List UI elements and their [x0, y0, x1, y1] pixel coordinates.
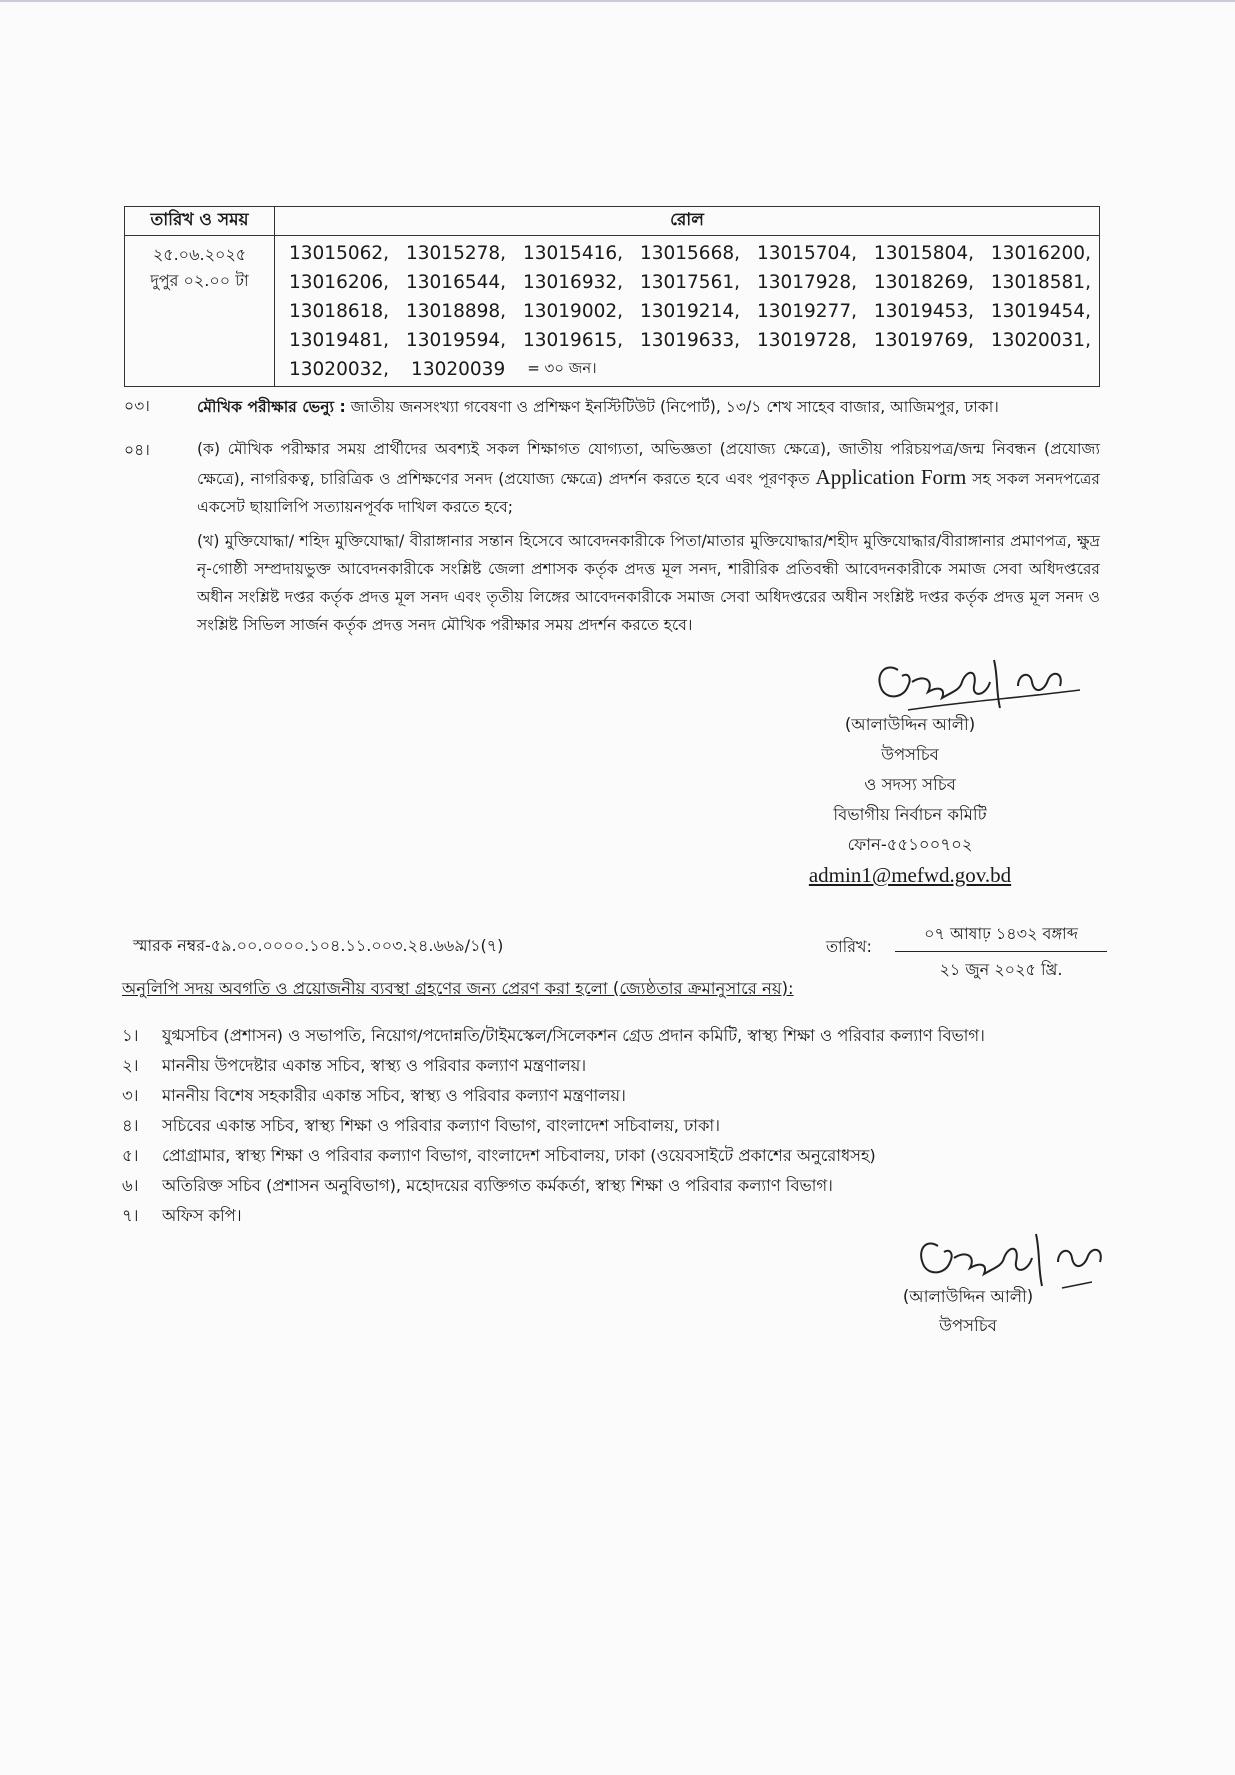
- roll-total: = ৩০ জন।: [527, 359, 597, 377]
- cc-item-number: ৫।: [122, 1146, 139, 1165]
- cc-item-number: ৪।: [122, 1116, 139, 1135]
- instruction-ka: [197, 435, 1100, 521]
- venue-label: মৌখিক পরীক্ষার ভেন্যু :: [197, 398, 346, 416]
- cc-item-text: অফিস কপি।: [162, 1206, 242, 1225]
- roll-number: 13020031,: [990, 330, 1091, 351]
- roll-table: [124, 206, 1100, 387]
- roll-number: 13018618,: [289, 301, 390, 322]
- memo-date-english: ২১ জুন ২০২৫ খ্রি.: [939, 960, 1063, 979]
- application-form-term: Application Form: [815, 465, 967, 489]
- roll-number: 13019615,: [522, 330, 624, 351]
- roll-number: 13015704,: [756, 243, 857, 264]
- roll-number: 13016544,: [405, 272, 507, 293]
- signatory-name: (আলাউদ্দিন আলী): [844, 715, 976, 734]
- roll-number: 13019728,: [756, 330, 857, 351]
- cc-item-text: অতিরিক্ত সচিব (প্রশাসন অনুবিভাগ), মহোদয়ের ব্যক্তিগত কর্মকর্তা, স্বাস্থ্য শিক্ষা ও পরিবার কল্যাণ বিভাগ।: [162, 1176, 833, 1195]
- roll-row: [289, 268, 1097, 297]
- roll-row: [289, 326, 1097, 355]
- cc-item-text: মাননীয় বিশেষ সহকারীর একান্ত সচিব, স্বাস্থ্য ও পরিবার কল্যাণ মন্ত্রণালয়।: [162, 1086, 626, 1105]
- roll-number: 13017561,: [639, 272, 740, 293]
- instruction-ka-text: (ক) মৌখিক পরীক্ষার সময় প্রার্থীদের অবশ্যই সকল শিক্ষাগত যোগ্যতা, অভিজ্ঞতা (প্রযোজ্য ক্ষেত্রে), জাতীয় পরিচয়পত্র/জন্ম নিবন্ধন (প্রযোজ্য ক্ষেত্রে), নাগরিকত্ব, চারিত্রিক ও প্রশিক্ষণের সনদ (প্রযোজ্য ক্ষেত্রে) প্রদর্শন করতে হবে এবং পূরণকৃত: [197, 440, 1100, 488]
- signatory-title: উপসচিব: [939, 1316, 997, 1335]
- roll-number: 13019633,: [639, 330, 740, 351]
- memo-date-label: তারিখ:: [826, 937, 872, 956]
- roll-number: 13019277,: [756, 301, 857, 322]
- cc-item-number: ৭।: [122, 1206, 139, 1225]
- cc-item-text: যুগ্মসচিব (প্রশাসন) ও সভাপতি, নিয়োগ/পদোন্নতি/টাইমস্কেল/সিলেকশন গ্রেড প্রদান কমিটি, স্বাস্থ্য শিক্ষা ও পরিবার কল্যাণ বিভাগ।: [162, 1026, 985, 1045]
- signatory-title: উপসচিব: [881, 745, 939, 764]
- instruction-kha: (খ) মুক্তিযোদ্ধা/ শহিদ মুক্তিযোদ্ধা/ বীরাঙ্গানার সন্তান হিসেবে আবেদনকারীকে পিতা/মাতার মুক্তিযোদ্ধার/শহীদ মুক্তিযোদ্ধার/বীরাঙ্গানার প্রমাণপত্র, ক্ষুদ্র নৃ-গোষ্ঠী সম্প্রদায়ভুক্ত আবেদনকারীকে সংশ্লিষ্ট জেলা প্রশাসক কর্তৃক প্রদত্ত মূল সনদ, শারীরিক প্রতিবন্ধী আবেদনকারীকে সমাজ সেবা অধিদপ্তরের অধীন সংশ্লিষ্ট দপ্তর কর্তৃক প্রদত্ত মূল সনদ এবং তৃতীয় লিঙ্গের আবেদনকারীকে সমাজ সেবা অধিদপ্তরের অধীন সংশ্লিষ্ট দপ্তর কর্তৃক প্রদত্ত মূল সনদ ও সংশ্লিষ্ট সিভিল সার্জন কর্তৃক প্রদত্ত সনদ মৌখিক পরীক্ষার সময় প্রদর্শন করতে হবে।: [197, 532, 1100, 634]
- signatory-block: [790, 710, 1030, 890]
- cc-item: [122, 1053, 1102, 1078]
- roll-number: 13015668,: [639, 243, 740, 264]
- cc-item: [122, 1113, 1102, 1138]
- roll-number: 13015062,: [289, 243, 390, 264]
- cc-item-text: সচিবের একান্ত সচিব, স্বাস্থ্য শিক্ষা ও পরিবার কল্যাণ বিভাগ, বাংলাদেশ সচিবালয়, ঢাকা।: [162, 1116, 720, 1135]
- roll-number: 13019453,: [873, 301, 974, 322]
- roll-number: 13019769,: [873, 330, 974, 351]
- roll-cell: [275, 236, 1100, 387]
- venue-text: জাতীয় জনসংখ্যা গবেষণা ও প্রশিক্ষণ ইনস্টিটিউট (নিপোর্ট), ১৩/১ শেখ সাহেব বাজার, আজিমপুর, ঢাকা।: [345, 398, 999, 416]
- scan-edge-line: [0, 0, 1235, 2]
- roll-number: 13019214,: [639, 301, 740, 322]
- signatory-email[interactable]: admin1@mefwd.gov.bd: [808, 863, 1012, 887]
- item-number: ০৪।: [124, 441, 150, 459]
- roll-number: 13019594,: [405, 330, 507, 351]
- roll-number: 13020039: [411, 359, 506, 380]
- cc-item: [122, 1173, 1102, 1198]
- exam-time: দুপুর ০২.০০ টা: [150, 271, 249, 290]
- roll-number: 13016932,: [522, 272, 624, 293]
- roll-number: 13016200,: [990, 243, 1091, 264]
- table-header-date: তারিখ ও সময়: [125, 207, 275, 236]
- cc-heading: অনুলিপি সদয় অবগতি ও প্রয়োজনীয় ব্যবস্থা গ্রহণের জন্য প্রেরণ করা হলো (জ্যেষ্ঠতার ক্রমানুসারে নয়):: [122, 979, 794, 998]
- cc-item-number: ১।: [122, 1026, 139, 1045]
- signatory-block: [858, 1282, 1078, 1340]
- cc-item: [122, 1083, 1102, 1108]
- signatory-phone: ফোন-৫৫১০০৭০২: [847, 835, 973, 854]
- signatory-role: ও সদস্য সচিব: [864, 775, 956, 794]
- roll-number: 13016206,: [289, 272, 390, 293]
- roll-number: 13018581,: [990, 272, 1091, 293]
- cc-item: [122, 1023, 1102, 1048]
- memo-date-stack: [895, 921, 1107, 984]
- roll-row: [289, 297, 1097, 326]
- signatory-name: (আলাউদ্দিন আলী): [902, 1287, 1034, 1306]
- cc-list: [122, 1023, 1102, 1233]
- roll-number: 13019002,: [522, 301, 624, 322]
- roll-row: [289, 239, 1097, 268]
- instruction-ka-text-end: সহ সকল সনদপত্রের একসেট ছায়ালিপি সত্যায়নপূর্বক দাখিল করতে হবে;: [197, 470, 1100, 516]
- roll-number: 13015416,: [522, 243, 624, 264]
- item-number: ০৩।: [124, 397, 150, 415]
- roll-number: 13019481,: [289, 330, 390, 351]
- memo-date-bangla: ০৭ আষাঢ় ১৪৩২ বঙ্গাব্দ: [895, 921, 1107, 952]
- roll-number: 13015804,: [873, 243, 974, 264]
- cc-item-text: প্রোগ্রামার, স্বাস্থ্য শিক্ষা ও পরিবার কল্যাণ বিভাগ, বাংলাদেশ সচিবালয়, ঢাকা (ওয়েবসাইটে প্রকাশের অনুরোধসহ): [162, 1146, 876, 1165]
- roll-number: 13018898,: [405, 301, 507, 322]
- date-time-cell: [125, 236, 275, 387]
- roll-number: 13018269,: [873, 272, 974, 293]
- roll-row: [289, 355, 1097, 384]
- exam-date: ২৫.০৬.২০২৫: [152, 245, 247, 264]
- roll-number: 13017928,: [756, 272, 857, 293]
- memo-number: স্মারক নম্বর-৫৯.০০.০০০০.১০৪.১১.০০৩.২৪.৬৬৯/১(৭): [133, 936, 504, 955]
- roll-number: 13015278,: [405, 243, 507, 264]
- cc-item: [122, 1203, 1102, 1228]
- cc-item-number: ২।: [122, 1056, 139, 1075]
- roll-number: 13019454,: [990, 301, 1091, 322]
- cc-item-number: ৬।: [122, 1176, 139, 1195]
- roll-number: 13020032,: [289, 359, 390, 380]
- signatory-committee: বিভাগীয় নির্বাচন কমিটি: [833, 805, 987, 824]
- table-header-roll: রোল: [275, 207, 1100, 236]
- venue-paragraph: [197, 393, 1117, 421]
- cc-item-text: মাননীয় উপদেষ্টার একান্ত সচিব, স্বাস্থ্য ও পরিবার কল্যাণ মন্ত্রণালয়।: [162, 1056, 587, 1075]
- cc-item: [122, 1143, 1102, 1168]
- cc-item-number: ৩।: [122, 1086, 139, 1105]
